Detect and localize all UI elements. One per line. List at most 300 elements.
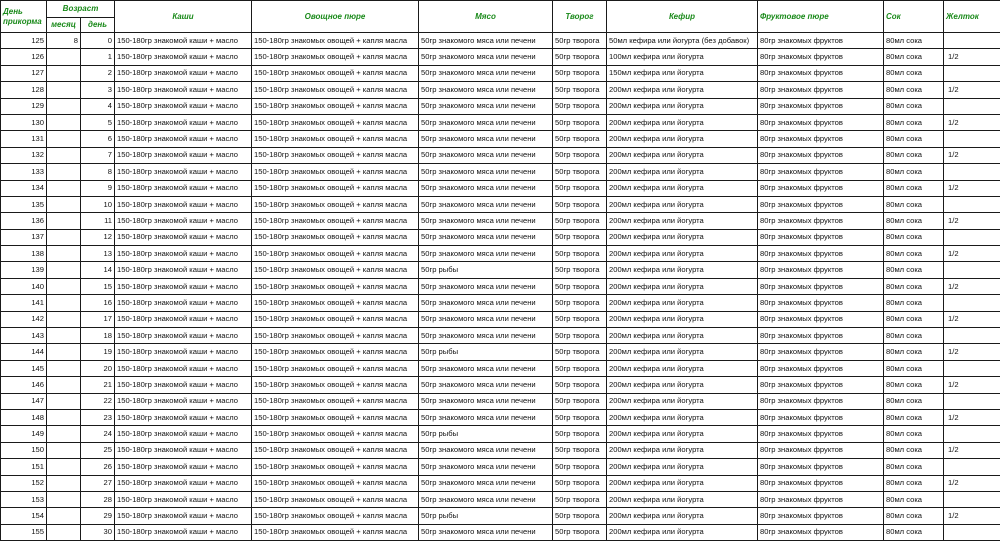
cell-kefir: 100мл кефира или йогурта xyxy=(607,49,758,65)
header-age: Возраст xyxy=(47,1,115,18)
cell-dayn: 14 xyxy=(81,262,115,278)
cell-day: 142 xyxy=(1,311,47,327)
cell-fruit: 80гр знакомых фруктов xyxy=(758,278,884,294)
cell-veg: 150-180гр знакомых овощей + капля масла xyxy=(252,229,419,245)
cell-months xyxy=(47,114,81,130)
header-meat: Мясо xyxy=(419,1,553,33)
cell-porridge: 150-180гр знакомой каши + масло xyxy=(115,311,252,327)
cell-day: 151 xyxy=(1,459,47,475)
cell-kefir: 200мл кефира или йогурта xyxy=(607,114,758,130)
table-row xyxy=(1,491,1000,507)
cell-fruit: 80гр знакомых фруктов xyxy=(758,196,884,212)
cell-veg: 150-180гр знакомых овощей + капля масла xyxy=(252,409,419,425)
cell-day: 125 xyxy=(1,33,47,49)
cell-cottage: 50гр творога xyxy=(553,49,607,65)
cell-months xyxy=(47,459,81,475)
cell-juice: 80мл сока xyxy=(884,442,944,458)
cell-cottage: 50гр творога xyxy=(553,82,607,98)
cell-porridge: 150-180гр знакомой каши + масло xyxy=(115,278,252,294)
cell-cottage: 50гр творога xyxy=(553,147,607,163)
cell-kefir: 200мл кефира или йогурта xyxy=(607,229,758,245)
cell-porridge: 150-180гр знакомой каши + масло xyxy=(115,524,252,540)
cell-porridge: 150-180гр знакомой каши + масло xyxy=(115,213,252,229)
cell-dayn: 16 xyxy=(81,295,115,311)
cell-months xyxy=(47,426,81,442)
cell-yolk: 1/2 xyxy=(944,344,1000,360)
cell-veg: 150-180гр знакомых овощей + капля масла xyxy=(252,114,419,130)
cell-juice: 80мл сока xyxy=(884,524,944,540)
cell-juice: 80мл сока xyxy=(884,33,944,49)
cell-day: 138 xyxy=(1,246,47,262)
cell-yolk: 1/2 xyxy=(944,114,1000,130)
cell-yolk xyxy=(944,491,1000,507)
cell-months xyxy=(47,196,81,212)
cell-meat: 50гр знакомого мяса или печени xyxy=(419,377,553,393)
cell-meat: 50гр знакомого мяса или печени xyxy=(419,491,553,507)
cell-months xyxy=(47,475,81,491)
cell-veg: 150-180гр знакомых овощей + капля масла xyxy=(252,164,419,180)
cell-juice: 80мл сока xyxy=(884,491,944,507)
cell-yolk: 1/2 xyxy=(944,49,1000,65)
cell-meat: 50гр рыбы xyxy=(419,262,553,278)
cell-fruit: 80гр знакомых фруктов xyxy=(758,409,884,425)
cell-dayn: 28 xyxy=(81,491,115,507)
cell-dayn: 17 xyxy=(81,311,115,327)
table-row xyxy=(1,33,1000,49)
cell-veg: 150-180гр знакомых овощей + капля масла xyxy=(252,442,419,458)
cell-kefir: 200мл кефира или йогурта xyxy=(607,98,758,114)
cell-yolk: 1/2 xyxy=(944,475,1000,491)
cell-cottage: 50гр творога xyxy=(553,33,607,49)
cell-months xyxy=(47,262,81,278)
cell-meat: 50гр знакомого мяса или печени xyxy=(419,114,553,130)
cell-porridge: 150-180гр знакомой каши + масло xyxy=(115,147,252,163)
cell-fruit: 80гр знакомых фруктов xyxy=(758,360,884,376)
cell-cottage: 50гр творога xyxy=(553,524,607,540)
cell-dayn: 23 xyxy=(81,409,115,425)
cell-juice: 80мл сока xyxy=(884,409,944,425)
cell-day: 133 xyxy=(1,164,47,180)
cell-juice: 80мл сока xyxy=(884,131,944,147)
cell-kefir: 200мл кефира или йогурта xyxy=(607,409,758,425)
cell-kefir: 200мл кефира или йогурта xyxy=(607,360,758,376)
cell-dayn: 24 xyxy=(81,426,115,442)
cell-meat: 50гр знакомого мяса или печени xyxy=(419,393,553,409)
cell-kefir: 200мл кефира или йогурта xyxy=(607,475,758,491)
cell-dayn: 12 xyxy=(81,229,115,245)
cell-yolk xyxy=(944,393,1000,409)
cell-veg: 150-180гр знакомых овощей + капля масла xyxy=(252,98,419,114)
cell-veg: 150-180гр знакомых овощей + капля масла xyxy=(252,33,419,49)
cell-fruit: 80гр знакомых фруктов xyxy=(758,475,884,491)
cell-dayn: 18 xyxy=(81,328,115,344)
cell-cottage: 50гр творога xyxy=(553,393,607,409)
cell-veg: 150-180гр знакомых овощей + капля масла xyxy=(252,246,419,262)
cell-yolk: 1/2 xyxy=(944,213,1000,229)
cell-months xyxy=(47,213,81,229)
cell-fruit: 80гр знакомых фруктов xyxy=(758,295,884,311)
cell-cottage: 50гр творога xyxy=(553,491,607,507)
cell-meat: 50гр знакомого мяса или печени xyxy=(419,246,553,262)
cell-juice: 80мл сока xyxy=(884,196,944,212)
cell-dayn: 15 xyxy=(81,278,115,294)
cell-dayn: 11 xyxy=(81,213,115,229)
cell-day: 154 xyxy=(1,508,47,524)
cell-dayn: 3 xyxy=(81,82,115,98)
cell-kefir: 50мл кефира или йогурта (без добавок) xyxy=(607,33,758,49)
cell-dayn: 22 xyxy=(81,393,115,409)
cell-meat: 50гр знакомого мяса или печени xyxy=(419,196,553,212)
cell-juice: 80мл сока xyxy=(884,278,944,294)
cell-yolk xyxy=(944,164,1000,180)
cell-meat: 50гр знакомого мяса или печени xyxy=(419,49,553,65)
cell-cottage: 50гр творога xyxy=(553,278,607,294)
cell-veg: 150-180гр знакомых овощей + капля масла xyxy=(252,377,419,393)
cell-fruit: 80гр знакомых фруктов xyxy=(758,164,884,180)
cell-veg: 150-180гр знакомых овощей + капля масла xyxy=(252,147,419,163)
cell-juice: 80мл сока xyxy=(884,65,944,81)
cell-porridge: 150-180гр знакомой каши + масло xyxy=(115,475,252,491)
cell-kefir: 150мл кефира или йогурта xyxy=(607,65,758,81)
cell-fruit: 80гр знакомых фруктов xyxy=(758,147,884,163)
cell-veg: 150-180гр знакомых овощей + капля масла xyxy=(252,196,419,212)
cell-fruit: 80гр знакомых фруктов xyxy=(758,377,884,393)
cell-juice: 80мл сока xyxy=(884,82,944,98)
header-day: День прикорма xyxy=(1,1,47,33)
cell-yolk xyxy=(944,426,1000,442)
cell-kefir: 200мл кефира или йогурта xyxy=(607,442,758,458)
cell-months xyxy=(47,524,81,540)
cell-dayn: 30 xyxy=(81,524,115,540)
cell-kefir: 200мл кефира или йогурта xyxy=(607,164,758,180)
cell-months xyxy=(47,377,81,393)
cell-fruit: 80гр знакомых фруктов xyxy=(758,180,884,196)
table-row xyxy=(1,65,1000,81)
cell-yolk xyxy=(944,229,1000,245)
cell-cottage: 50гр творога xyxy=(553,164,607,180)
cell-juice: 80мл сока xyxy=(884,475,944,491)
cell-porridge: 150-180гр знакомой каши + масло xyxy=(115,114,252,130)
table-row xyxy=(1,344,1000,360)
cell-months xyxy=(47,180,81,196)
cell-porridge: 150-180гр знакомой каши + масло xyxy=(115,82,252,98)
cell-months xyxy=(47,98,81,114)
cell-dayn: 13 xyxy=(81,246,115,262)
cell-porridge: 150-180гр знакомой каши + масло xyxy=(115,344,252,360)
cell-months xyxy=(47,311,81,327)
cell-yolk: 1/2 xyxy=(944,311,1000,327)
cell-veg: 150-180гр знакомых овощей + капля масла xyxy=(252,180,419,196)
cell-fruit: 80гр знакомых фруктов xyxy=(758,213,884,229)
cell-meat: 50гр знакомого мяса или печени xyxy=(419,131,553,147)
cell-kefir: 200мл кефира или йогурта xyxy=(607,262,758,278)
cell-porridge: 150-180гр знакомой каши + масло xyxy=(115,328,252,344)
cell-cottage: 50гр творога xyxy=(553,65,607,81)
cell-veg: 150-180гр знакомых овощей + капля масла xyxy=(252,393,419,409)
cell-juice: 80мл сока xyxy=(884,344,944,360)
cell-dayn: 1 xyxy=(81,49,115,65)
cell-kefir: 200мл кефира или йогурта xyxy=(607,196,758,212)
table-row xyxy=(1,262,1000,278)
cell-day: 129 xyxy=(1,98,47,114)
cell-kefir: 200мл кефира или йогурта xyxy=(607,147,758,163)
cell-dayn: 6 xyxy=(81,131,115,147)
cell-porridge: 150-180гр знакомой каши + масло xyxy=(115,442,252,458)
header-veg: Овощное пюре xyxy=(252,1,419,33)
cell-months xyxy=(47,131,81,147)
cell-fruit: 80гр знакомых фруктов xyxy=(758,491,884,507)
cell-veg: 150-180гр знакомых овощей + капля масла xyxy=(252,311,419,327)
cell-yolk xyxy=(944,65,1000,81)
cell-porridge: 150-180гр знакомой каши + масло xyxy=(115,262,252,278)
cell-day: 134 xyxy=(1,180,47,196)
cell-porridge: 150-180гр знакомой каши + масло xyxy=(115,508,252,524)
cell-dayn: 9 xyxy=(81,180,115,196)
cell-day: 144 xyxy=(1,344,47,360)
cell-dayn: 20 xyxy=(81,360,115,376)
header-cottage: Творог xyxy=(553,1,607,33)
cell-fruit: 80гр знакомых фруктов xyxy=(758,246,884,262)
cell-juice: 80мл сока xyxy=(884,246,944,262)
cell-fruit: 80гр знакомых фруктов xyxy=(758,442,884,458)
cell-months xyxy=(47,295,81,311)
cell-meat: 50гр знакомого мяса или печени xyxy=(419,98,553,114)
header-juice: Сок xyxy=(884,1,944,33)
cell-porridge: 150-180гр знакомой каши + масло xyxy=(115,360,252,376)
cell-months xyxy=(47,491,81,507)
cell-juice: 80мл сока xyxy=(884,213,944,229)
cell-fruit: 80гр знакомых фруктов xyxy=(758,459,884,475)
cell-kefir: 200мл кефира или йогурта xyxy=(607,508,758,524)
cell-months xyxy=(47,82,81,98)
cell-day: 153 xyxy=(1,491,47,507)
cell-juice: 80мл сока xyxy=(884,262,944,278)
cell-porridge: 150-180гр знакомой каши + масло xyxy=(115,180,252,196)
cell-months xyxy=(47,328,81,344)
table-row xyxy=(1,246,1000,262)
cell-veg: 150-180гр знакомых овощей + капля масла xyxy=(252,262,419,278)
cell-months xyxy=(47,360,81,376)
cell-meat: 50гр знакомого мяса или печени xyxy=(419,65,553,81)
cell-months xyxy=(47,229,81,245)
table-row xyxy=(1,98,1000,114)
cell-juice: 80мл сока xyxy=(884,229,944,245)
cell-cottage: 50гр творога xyxy=(553,377,607,393)
header-kefir: Кефир xyxy=(607,1,758,33)
cell-kefir: 200мл кефира или йогурта xyxy=(607,377,758,393)
cell-cottage: 50гр творога xyxy=(553,114,607,130)
cell-yolk: 1/2 xyxy=(944,147,1000,163)
cell-day: 140 xyxy=(1,278,47,294)
cell-porridge: 150-180гр знакомой каши + масло xyxy=(115,295,252,311)
cell-juice: 80мл сока xyxy=(884,426,944,442)
table-row xyxy=(1,278,1000,294)
cell-yolk: 1/2 xyxy=(944,377,1000,393)
cell-months xyxy=(47,508,81,524)
table-row xyxy=(1,409,1000,425)
table-row xyxy=(1,147,1000,163)
cell-kefir: 200мл кефира или йогурта xyxy=(607,82,758,98)
cell-day: 149 xyxy=(1,426,47,442)
header-fruit: Фруктовое пюре xyxy=(758,1,884,33)
table-row xyxy=(1,475,1000,491)
cell-juice: 80мл сока xyxy=(884,393,944,409)
cell-kefir: 200мл кефира или йогурта xyxy=(607,524,758,540)
table-row xyxy=(1,328,1000,344)
cell-cottage: 50гр творога xyxy=(553,196,607,212)
cell-day: 148 xyxy=(1,409,47,425)
cell-yolk: 1/2 xyxy=(944,246,1000,262)
cell-yolk: 1/2 xyxy=(944,508,1000,524)
cell-meat: 50гр знакомого мяса или печени xyxy=(419,311,553,327)
cell-day: 132 xyxy=(1,147,47,163)
table-row xyxy=(1,196,1000,212)
cell-veg: 150-180гр знакомых овощей + капля масла xyxy=(252,278,419,294)
cell-meat: 50гр рыбы xyxy=(419,344,553,360)
cell-day: 127 xyxy=(1,65,47,81)
cell-day: 136 xyxy=(1,213,47,229)
cell-porridge: 150-180гр знакомой каши + масло xyxy=(115,131,252,147)
cell-meat: 50гр знакомого мяса или печени xyxy=(419,524,553,540)
cell-veg: 150-180гр знакомых овощей + капля масла xyxy=(252,49,419,65)
cell-months xyxy=(47,65,81,81)
cell-fruit: 80гр знакомых фруктов xyxy=(758,229,884,245)
cell-juice: 80мл сока xyxy=(884,328,944,344)
cell-yolk xyxy=(944,131,1000,147)
cell-fruit: 80гр знакомых фруктов xyxy=(758,262,884,278)
cell-meat: 50гр рыбы xyxy=(419,426,553,442)
cell-day: 150 xyxy=(1,442,47,458)
cell-yolk: 1/2 xyxy=(944,442,1000,458)
cell-veg: 150-180гр знакомых овощей + капля масла xyxy=(252,213,419,229)
table-row xyxy=(1,213,1000,229)
table-row xyxy=(1,311,1000,327)
cell-day: 155 xyxy=(1,524,47,540)
header-dayn: день xyxy=(81,18,115,33)
cell-dayn: 2 xyxy=(81,65,115,81)
cell-juice: 80мл сока xyxy=(884,114,944,130)
header-yolk: Желток xyxy=(944,1,1000,33)
cell-yolk xyxy=(944,328,1000,344)
cell-fruit: 80гр знакомых фруктов xyxy=(758,49,884,65)
cell-cottage: 50гр творога xyxy=(553,328,607,344)
cell-yolk: 1/2 xyxy=(944,82,1000,98)
cell-day: 131 xyxy=(1,131,47,147)
cell-juice: 80мл сока xyxy=(884,98,944,114)
cell-porridge: 150-180гр знакомой каши + масло xyxy=(115,459,252,475)
cell-meat: 50гр знакомого мяса или печени xyxy=(419,360,553,376)
cell-cottage: 50гр творога xyxy=(553,246,607,262)
cell-cottage: 50гр творога xyxy=(553,213,607,229)
cell-meat: 50гр знакомого мяса или печени xyxy=(419,164,553,180)
cell-porridge: 150-180гр знакомой каши + масло xyxy=(115,393,252,409)
cell-months xyxy=(47,246,81,262)
cell-porridge: 150-180гр знакомой каши + масло xyxy=(115,229,252,245)
cell-yolk: 1/2 xyxy=(944,278,1000,294)
cell-meat: 50гр знакомого мяса или печени xyxy=(419,442,553,458)
cell-fruit: 80гр знакомых фруктов xyxy=(758,426,884,442)
table-row xyxy=(1,49,1000,65)
cell-fruit: 80гр знакомых фруктов xyxy=(758,524,884,540)
cell-months xyxy=(47,344,81,360)
cell-porridge: 150-180гр знакомой каши + масло xyxy=(115,426,252,442)
cell-months xyxy=(47,442,81,458)
cell-months xyxy=(47,409,81,425)
cell-yolk: 1/2 xyxy=(944,180,1000,196)
cell-kefir: 200мл кефира или йогурта xyxy=(607,344,758,360)
cell-juice: 80мл сока xyxy=(884,508,944,524)
cell-porridge: 150-180гр знакомой каши + масло xyxy=(115,49,252,65)
header-porridge: Каши xyxy=(115,1,252,33)
cell-dayn: 25 xyxy=(81,442,115,458)
cell-porridge: 150-180гр знакомой каши + масло xyxy=(115,409,252,425)
cell-fruit: 80гр знакомых фруктов xyxy=(758,311,884,327)
cell-dayn: 21 xyxy=(81,377,115,393)
cell-yolk xyxy=(944,360,1000,376)
cell-kefir: 200мл кефира или йогурта xyxy=(607,278,758,294)
cell-day: 141 xyxy=(1,295,47,311)
cell-cottage: 50гр творога xyxy=(553,180,607,196)
cell-day: 139 xyxy=(1,262,47,278)
cell-months xyxy=(47,393,81,409)
cell-yolk xyxy=(944,33,1000,49)
cell-kefir: 200мл кефира или йогурта xyxy=(607,426,758,442)
cell-veg: 150-180гр знакомых овощей + капля масла xyxy=(252,426,419,442)
cell-yolk xyxy=(944,295,1000,311)
cell-fruit: 80гр знакомых фруктов xyxy=(758,65,884,81)
cell-cottage: 50гр творога xyxy=(553,262,607,278)
cell-porridge: 150-180гр знакомой каши + масло xyxy=(115,98,252,114)
cell-day: 146 xyxy=(1,377,47,393)
cell-veg: 150-180гр знакомых овощей + капля масла xyxy=(252,65,419,81)
cell-cottage: 50гр творога xyxy=(553,508,607,524)
cell-cottage: 50гр творога xyxy=(553,131,607,147)
cell-meat: 50гр знакомого мяса или печени xyxy=(419,229,553,245)
table-row xyxy=(1,377,1000,393)
cell-cottage: 50гр творога xyxy=(553,409,607,425)
cell-dayn: 27 xyxy=(81,475,115,491)
cell-meat: 50гр знакомого мяса или печени xyxy=(419,278,553,294)
cell-fruit: 80гр знакомых фруктов xyxy=(758,131,884,147)
cell-juice: 80мл сока xyxy=(884,360,944,376)
cell-fruit: 80гр знакомых фруктов xyxy=(758,33,884,49)
cell-meat: 50гр знакомого мяса или печени xyxy=(419,475,553,491)
cell-months xyxy=(47,278,81,294)
cell-fruit: 80гр знакомых фруктов xyxy=(758,344,884,360)
cell-cottage: 50гр творога xyxy=(553,426,607,442)
cell-fruit: 80гр знакомых фруктов xyxy=(758,82,884,98)
cell-porridge: 150-180гр знакомой каши + масло xyxy=(115,196,252,212)
cell-cottage: 50гр творога xyxy=(553,475,607,491)
cell-cottage: 50гр творога xyxy=(553,459,607,475)
cell-meat: 50гр знакомого мяса или печени xyxy=(419,33,553,49)
cell-kefir: 200мл кефира или йогурта xyxy=(607,246,758,262)
cell-fruit: 80гр знакомых фруктов xyxy=(758,508,884,524)
cell-day: 130 xyxy=(1,114,47,130)
table-row xyxy=(1,229,1000,245)
cell-dayn: 5 xyxy=(81,114,115,130)
cell-veg: 150-180гр знакомых овощей + капля масла xyxy=(252,131,419,147)
table-row xyxy=(1,295,1000,311)
cell-day: 143 xyxy=(1,328,47,344)
table-row xyxy=(1,426,1000,442)
cell-meat: 50гр знакомого мяса или печени xyxy=(419,295,553,311)
cell-veg: 150-180гр знакомых овощей + капля масла xyxy=(252,360,419,376)
cell-day: 126 xyxy=(1,49,47,65)
cell-veg: 150-180гр знакомых овощей + капля масла xyxy=(252,524,419,540)
table-row xyxy=(1,442,1000,458)
cell-yolk xyxy=(944,98,1000,114)
